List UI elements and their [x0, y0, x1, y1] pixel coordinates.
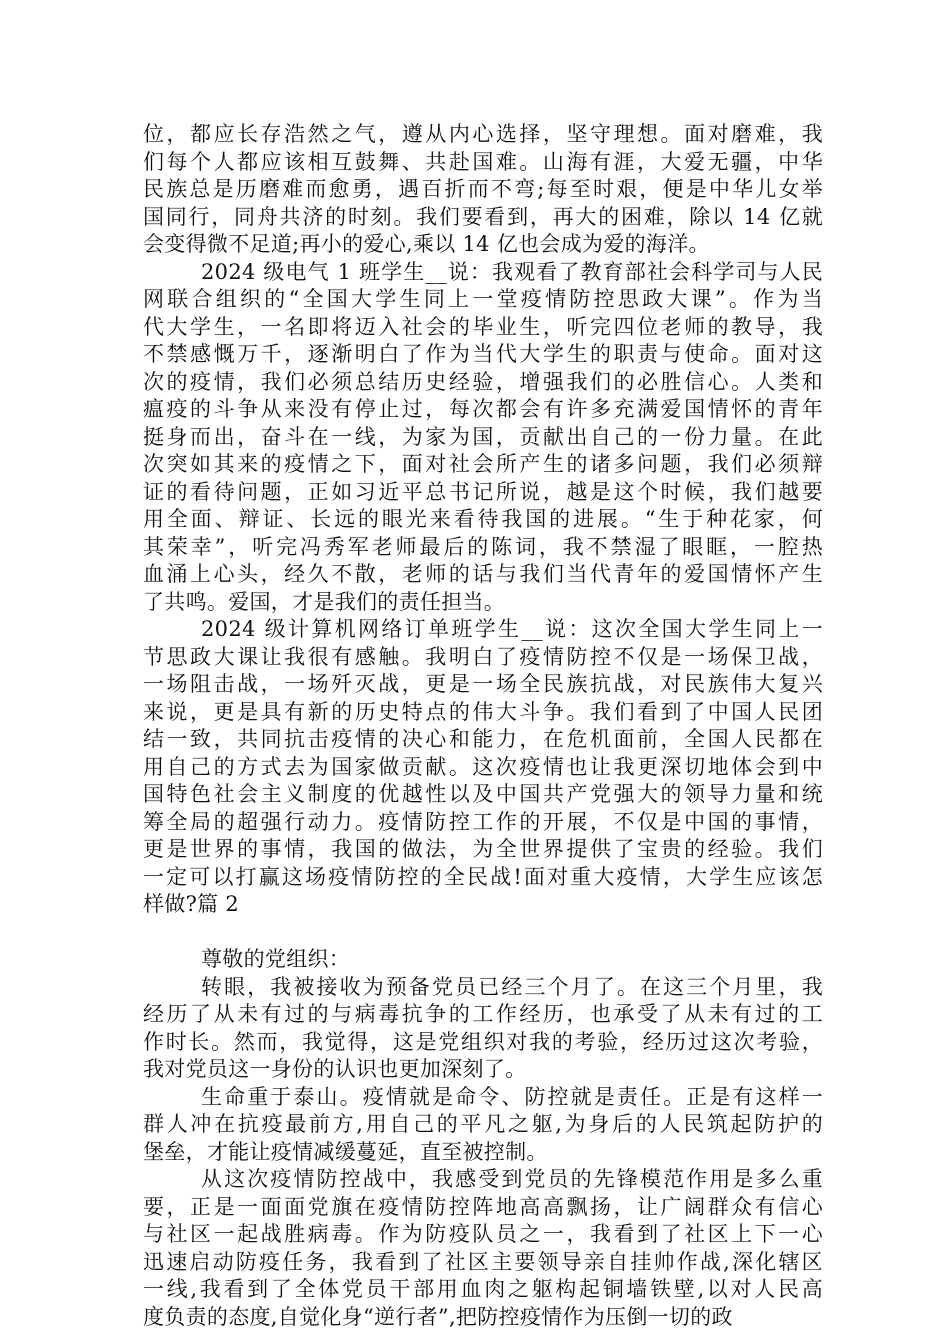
paragraph-p2 — [143, 259, 823, 617]
paragraph-p3 — [143, 616, 823, 919]
paragraph-p1 — [143, 121, 823, 259]
text-line: 会变得微不足道;再小的爱心,乘以 14 亿也会成为爱的海洋。 — [143, 232, 710, 256]
text-line: 我对党员这一身份的认识也更加深刻了。 — [143, 1057, 527, 1081]
text-line: 堡垒，才能让疫情减缓蔓延，直至被控制。 — [143, 1139, 548, 1164]
text-line: 证的看待问题，正如习近平总书记所说，越是这个时候，我们越要 — [143, 479, 823, 504]
paragraph-p6 — [143, 1084, 823, 1167]
text-line: 用全面、辩证、长远的眼光来看待我国的进展。“生于种花家，何 — [143, 507, 823, 531]
paragraph-p7 — [143, 1166, 823, 1331]
text-line: 要，正是一面面党旗在疫情防控阵地高高飘扬，让广阔群众有信心 — [143, 1194, 823, 1219]
text-line: 民族总是历磨难而愈勇，遇百折而不弯;每至时艰，便是中华儿女举 — [143, 177, 823, 201]
text-line: 与社区一起战胜病毒。作为防疫队员之一，我看到了社区上下一心 — [143, 1222, 823, 1246]
text-line: 2024 级电气 1 班学生__说：我观看了教育部社会科学司与人民 — [201, 259, 823, 284]
text-line: 尊敬的党组织： — [201, 947, 351, 971]
text-line: 一线,我看到了全体党员干部用血肉之躯构起铜墙铁壁,以对人民高 — [143, 1277, 823, 1301]
text-line: 群人冲在抗疫最前方,用自己的平凡之躯,为身后的人民筑起防护的 — [143, 1112, 823, 1136]
text-line: 来说，更是具有新的历史特点的伟大斗争。我们看到了中国人民团 — [143, 699, 823, 724]
text-line: 次的疫情，我们必须总结历史经验，增强我们的必胜信心。人类和 — [143, 369, 823, 394]
paragraph-gap — [143, 919, 823, 947]
text-line: 更是世界的事情，我国的做法，为全世界提供了宝贵的经验。我们 — [143, 837, 823, 861]
text-line: 2024 级计算机网络订单班学生__说：这次全国大学生同上一 — [201, 617, 823, 641]
text-line: 一场阻击战，一场歼灭战，更是一场全民族抗战，对民族伟大复兴 — [143, 672, 823, 696]
text-line: 其荣幸”，听完冯秀军老师最后的陈词，我不禁湿了眼眶，一腔热 — [143, 534, 823, 559]
text-line: 结一致，共同抗击疫情的决心和能力，在危机面前，全国人民都在 — [143, 727, 823, 751]
text-line: 样做?篇 2 — [143, 892, 240, 916]
text-line: 从这次疫情防控战中，我感受到党员的先锋模范作用是多么重 — [201, 1167, 823, 1191]
text-line: 度负责的态度,自觉化身“逆行者”,把防控疫情作为压倒一切的政 — [143, 1304, 733, 1329]
text-line: 国特色社会主义制度的优越性以及中国共产党强大的领导力量和统 — [143, 782, 823, 806]
paragraph-p5 — [143, 974, 823, 1084]
text-line: 不禁感慨万千，逐渐明白了作为当代大学生的职责与使命。面对这 — [143, 342, 823, 366]
text-line: 筹全局的超强行动力。疫情防控工作的开展，不仅是中国的事情， — [143, 809, 823, 834]
paragraph-p4 — [143, 946, 823, 974]
text-line: 生命重于泰山。疫情就是命令、防控就是责任。正是有这样一 — [201, 1084, 823, 1109]
text-line: 次突如其来的疫情之下，面对社会所产生的诸多问题，我们必须辩 — [143, 452, 823, 476]
text-line: 一定可以打赢这场疫情防控的全民战!面对重大疫情，大学生应该怎 — [143, 864, 823, 889]
text-line: 了共鸣。爱国，才是我们的责任担当。 — [143, 589, 506, 614]
text-line: 作时长。然而，我觉得，这是党组织对我的考验，经历过这次考验， — [143, 1029, 823, 1054]
text-line: 血涌上心头，经久不散，老师的话与我们当代青年的爱国情怀产生 — [143, 562, 823, 586]
text-line: 经历了从未有过的与病毒抗争的工作经历，也承受了从未有过的工 — [143, 1002, 823, 1026]
text-line: 们每个人都应该相互鼓舞、共赴国难。山海有涯，大爱无疆，中华 — [143, 149, 823, 174]
text-line: 节思政大课让我很有感触。我明白了疫情防控不仅是一场保卫战， — [143, 644, 823, 669]
text-line: 网联合组织的“全国大学生同上一堂疫情防控思政大课”。作为当 — [143, 287, 823, 311]
text-line: 迅速启动防疫任务，我看到了社区主要领导亲自挂帅作战,深化辖区 — [143, 1249, 823, 1274]
text-line: 代大学生，一名即将迈入社会的毕业生，听完四位老师的教导，我 — [143, 314, 823, 339]
text-line: 用自己的方式去为国家做贡献。这次疫情也让我更深切地体会到中 — [143, 754, 823, 779]
text-line: 瘟疫的斗争从来没有停止过，每次都会有许多充满爱国情怀的青年 — [143, 397, 823, 421]
text-line: 国同行，同舟共济的时刻。我们要看到，再大的困难，除以 14 亿就 — [143, 204, 823, 229]
text-line: 转眼，我被接收为预备党员已经三个月了。在这三个月里，我 — [201, 974, 823, 999]
document-page — [143, 121, 823, 1331]
text-line: 挺身而出，奋斗在一线，为家为国，贡献出自己的一份力量。在此 — [143, 424, 823, 449]
text-line: 位，都应长存浩然之气，遵从内心选择，坚守理想。面对磨难，我 — [143, 122, 823, 146]
